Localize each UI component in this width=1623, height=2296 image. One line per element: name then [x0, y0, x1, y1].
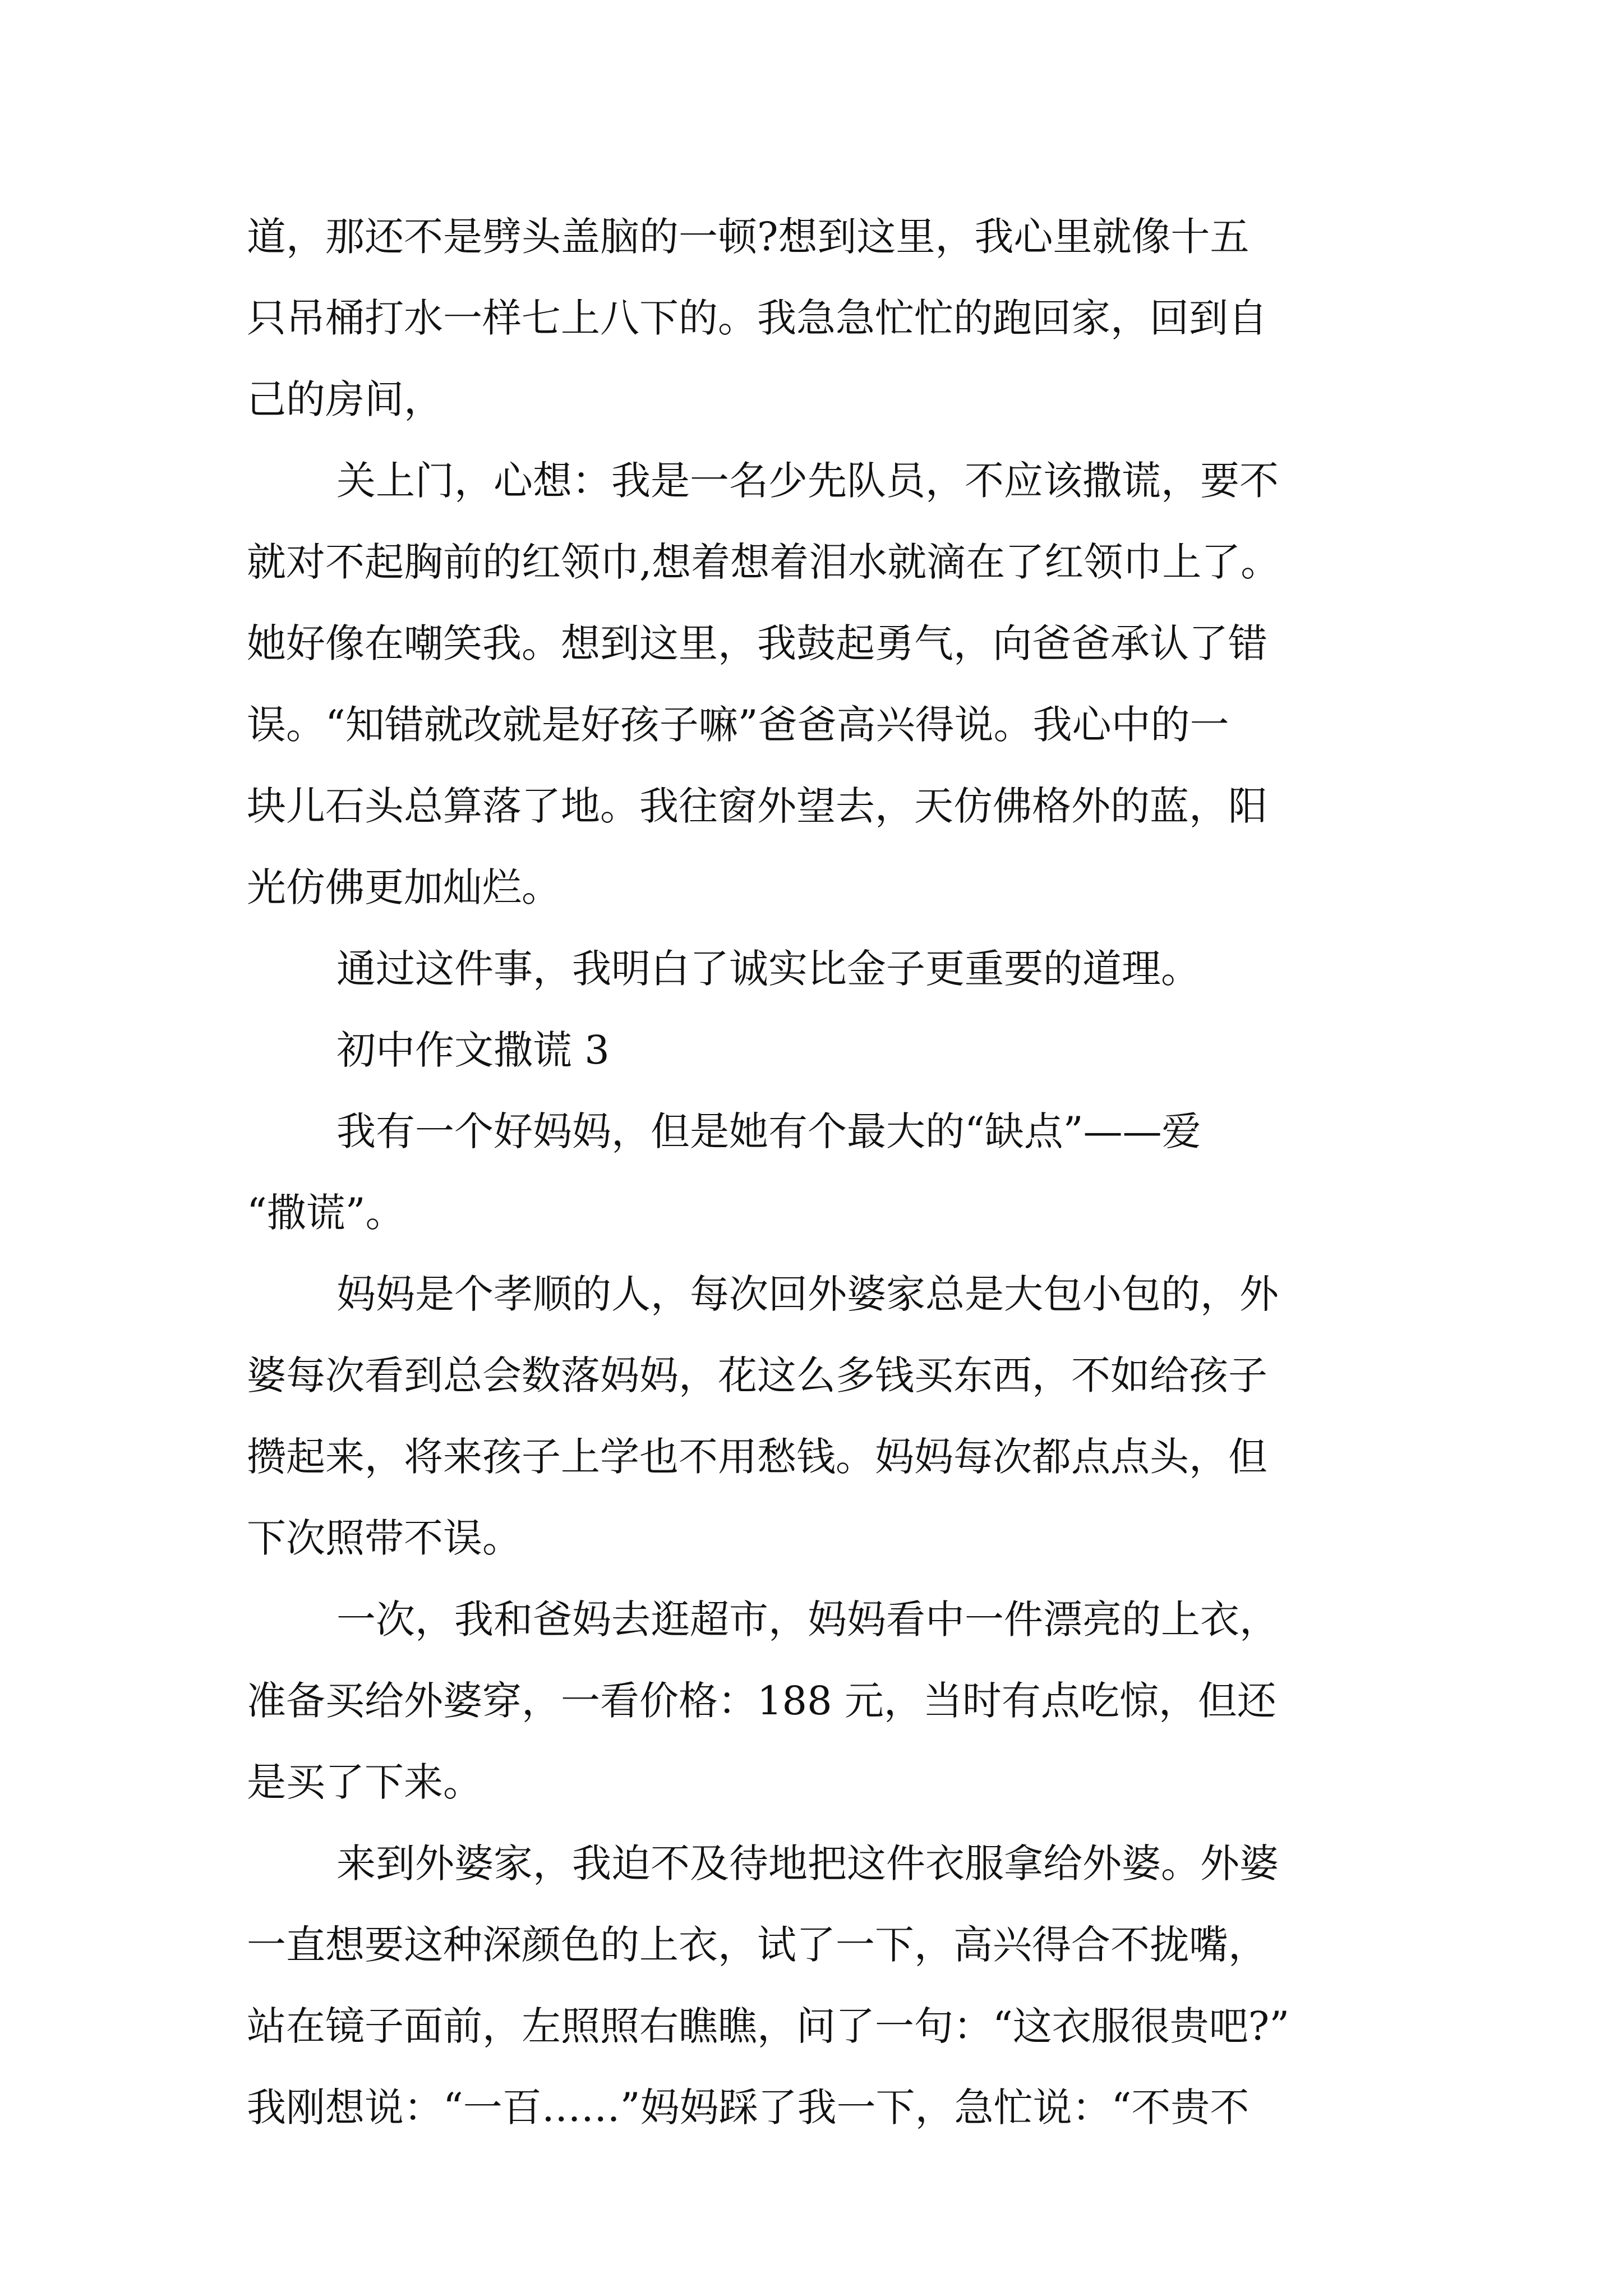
text-line: 我刚想说：“一百……”妈妈踩了我一下，急忙说：“不贵不 — [247, 2085, 1249, 2131]
text-line: 她好像在嘲笑我。想到这里，我鼓起勇气，向爸爸承认了错 — [247, 620, 1267, 666]
text-line: 光仿佛更加灿烂。 — [247, 864, 561, 910]
text-line: 站在镜子面前，左照照右瞧瞧，问了一句：“这衣服很贵吧?” — [247, 2003, 1290, 2049]
paragraph-start: 妈妈是个孝顺的人，每次回外婆家总是大包小包的，外 — [336, 1271, 1279, 1317]
paragraph-start: 我有一个好妈妈，但是她有个最大的“缺点”——爱 — [336, 1108, 1201, 1154]
text-line: 道，那还不是劈头盖脑的一顿?想到这里，我心里就像十五 — [247, 214, 1249, 260]
section-heading: 初中作文撒谎 3 — [336, 1027, 610, 1073]
text-line: 攒起来，将来孩子上学也不用愁钱。妈妈每次都点点头，但 — [247, 1434, 1267, 1480]
paragraph-start: 通过这件事，我明白了诚实比金子更重要的道理。 — [336, 946, 1200, 992]
text-line: 婆每次看到总会数落妈妈，花这么多钱买东西，不如给孩子 — [247, 1352, 1267, 1398]
text-line: 是买了下来。 — [247, 1759, 482, 1805]
paragraph-start: 一次，我和爸妈去逛超市，妈妈看中一件漂亮的上衣， — [336, 1596, 1279, 1642]
text-line: “撒谎”。 — [247, 1190, 405, 1236]
paragraph-start: 来到外婆家，我迫不及待地把这件衣服拿给外婆。外婆 — [336, 1841, 1279, 1887]
paragraph-start: 关上门，心想：我是一名少先队员，不应该撒谎，要不 — [336, 458, 1279, 504]
text-line: 准备买给外婆穿，一看价格：188 元，当时有点吃惊，但还 — [247, 1678, 1276, 1724]
text-line: 一直想要这种深颜色的上衣，试了一下，高兴得合不拢嘴， — [247, 1922, 1267, 1968]
text-line: 下次照带不误。 — [247, 1515, 522, 1561]
text-line: 误。“知错就改就是好孩子嘛”爸爸高兴得说。我心中的一 — [247, 702, 1229, 748]
text-line: 块儿石头总算落了地。我往窗外望去，天仿佛格外的蓝，阳 — [247, 783, 1267, 829]
text-line: 只吊桶打水一样七上八下的。我急急忙忙的跑回家，回到自 — [247, 295, 1267, 341]
text-line: 就对不起胸前的红领巾,想着想着泪水就滴在了红领巾上了。 — [247, 539, 1280, 585]
text-line: 己的房间， — [247, 376, 443, 422]
